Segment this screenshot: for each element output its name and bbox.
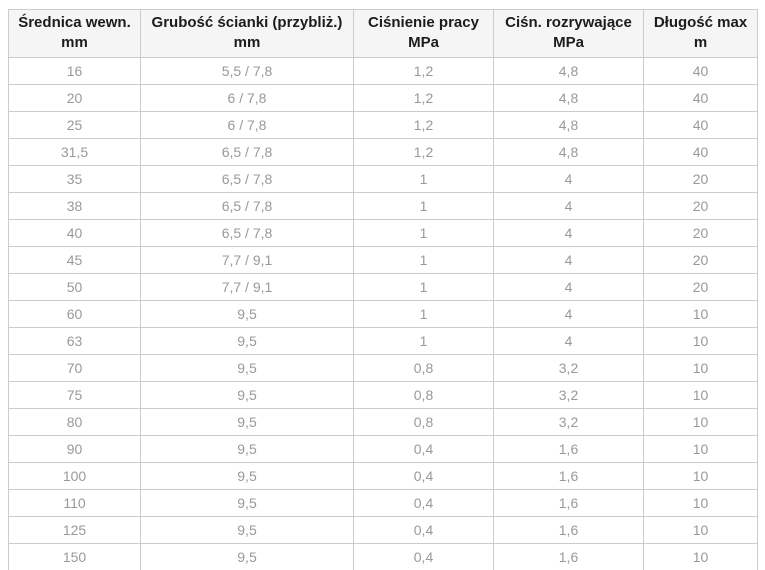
table-row <box>9 462 758 489</box>
table-cell: 6,5 / 7,8 <box>141 138 354 165</box>
table-cell: 75 <box>9 381 141 408</box>
table-cell: 10 <box>644 408 758 435</box>
table-cell: 1,6 <box>494 462 644 489</box>
table-cell: 9,5 <box>141 381 354 408</box>
col-header-label: Średnica wewn. <box>18 14 131 31</box>
col-header-label: Ciśn. rozrywające <box>505 14 632 31</box>
table-cell: 10 <box>644 543 758 570</box>
table-cell: 20 <box>644 192 758 219</box>
table-cell: 4,8 <box>494 84 644 111</box>
table-cell: 3,2 <box>494 381 644 408</box>
table-cell: 31,5 <box>9 138 141 165</box>
table-cell: 16 <box>9 57 141 84</box>
table-cell: 1,6 <box>494 435 644 462</box>
table-cell: 60 <box>9 300 141 327</box>
col-header-label: Grubość ścianki (przybliż.) <box>151 14 343 31</box>
table-cell: 100 <box>9 462 141 489</box>
table-cell: 6,5 / 7,8 <box>141 192 354 219</box>
spec-table <box>8 9 758 570</box>
table-row <box>9 327 758 354</box>
table-cell: 9,5 <box>141 300 354 327</box>
table-cell: 1 <box>354 192 494 219</box>
table-cell: 7,7 / 9,1 <box>141 246 354 273</box>
table-cell: 9,5 <box>141 435 354 462</box>
table-row <box>9 165 758 192</box>
col-header-unit: mm <box>61 34 88 52</box>
table-cell: 10 <box>644 435 758 462</box>
table-cell: 1 <box>354 219 494 246</box>
table-cell: 4 <box>494 165 644 192</box>
table-row <box>9 219 758 246</box>
table-cell: 10 <box>644 300 758 327</box>
table-cell: 0,8 <box>354 354 494 381</box>
table-cell: 9,5 <box>141 462 354 489</box>
table-cell: 4 <box>494 192 644 219</box>
col-header-unit: MPa <box>553 34 584 52</box>
table-cell: 0,8 <box>354 408 494 435</box>
col-header-label: Długość max <box>653 14 748 31</box>
table-cell: 1 <box>354 327 494 354</box>
table-cell: 0,4 <box>354 543 494 570</box>
col-header-unit: m <box>693 34 708 52</box>
table-cell: 63 <box>9 327 141 354</box>
table-row <box>9 408 758 435</box>
table-cell: 1 <box>354 165 494 192</box>
table-cell: 4 <box>494 327 644 354</box>
table-cell: 10 <box>644 354 758 381</box>
table-cell: 70 <box>9 354 141 381</box>
table-cell: 6,5 / 7,8 <box>141 165 354 192</box>
table-cell: 1 <box>354 246 494 273</box>
table-header-row <box>9 10 758 58</box>
table-cell: 9,5 <box>141 354 354 381</box>
col-header-unit: MPa <box>408 34 439 52</box>
table-cell: 1,2 <box>354 138 494 165</box>
spec-table-body <box>9 57 758 570</box>
table-cell: 0,4 <box>354 462 494 489</box>
table-cell: 10 <box>644 381 758 408</box>
table-row <box>9 381 758 408</box>
table-cell: 25 <box>9 111 141 138</box>
table-cell: 10 <box>644 516 758 543</box>
table-row <box>9 57 758 84</box>
table-cell: 4 <box>494 219 644 246</box>
table-cell: 9,5 <box>141 543 354 570</box>
col-header-burst-pressure <box>494 10 644 58</box>
col-header-wall-thickness <box>141 10 354 58</box>
table-cell: 20 <box>644 246 758 273</box>
table-cell: 4,8 <box>494 57 644 84</box>
table-cell: 9,5 <box>141 408 354 435</box>
table-cell: 1,6 <box>494 543 644 570</box>
table-row <box>9 192 758 219</box>
table-row <box>9 354 758 381</box>
col-header-working-pressure <box>354 10 494 58</box>
table-cell: 4 <box>494 300 644 327</box>
table-cell: 1 <box>354 300 494 327</box>
table-row <box>9 111 758 138</box>
table-cell: 6 / 7,8 <box>141 111 354 138</box>
table-cell: 9,5 <box>141 327 354 354</box>
table-cell: 10 <box>644 489 758 516</box>
table-cell: 50 <box>9 273 141 300</box>
table-cell: 38 <box>9 192 141 219</box>
table-cell: 80 <box>9 408 141 435</box>
table-cell: 40 <box>644 84 758 111</box>
table-cell: 4,8 <box>494 111 644 138</box>
table-cell: 1,6 <box>494 516 644 543</box>
table-cell: 1,6 <box>494 489 644 516</box>
table-cell: 10 <box>644 327 758 354</box>
table-cell: 5,5 / 7,8 <box>141 57 354 84</box>
table-cell: 35 <box>9 165 141 192</box>
table-cell: 1 <box>354 273 494 300</box>
table-cell: 40 <box>644 138 758 165</box>
table-cell: 4 <box>494 273 644 300</box>
table-cell: 9,5 <box>141 489 354 516</box>
table-cell: 6 / 7,8 <box>141 84 354 111</box>
table-cell: 7,7 / 9,1 <box>141 273 354 300</box>
table-cell: 3,2 <box>494 354 644 381</box>
col-header-unit: mm <box>233 34 261 52</box>
table-cell: 20 <box>9 84 141 111</box>
table-cell: 1,2 <box>354 57 494 84</box>
table-row <box>9 516 758 543</box>
table-cell: 3,2 <box>494 408 644 435</box>
table-cell: 0,4 <box>354 516 494 543</box>
table-cell: 150 <box>9 543 141 570</box>
table-row <box>9 84 758 111</box>
table-row <box>9 489 758 516</box>
col-header-inner-diameter <box>9 10 141 58</box>
table-cell: 90 <box>9 435 141 462</box>
table-cell: 110 <box>9 489 141 516</box>
table-row <box>9 300 758 327</box>
table-row <box>9 138 758 165</box>
table-cell: 1,2 <box>354 111 494 138</box>
table-cell: 0,4 <box>354 435 494 462</box>
table-cell: 10 <box>644 462 758 489</box>
table-cell: 40 <box>644 57 758 84</box>
table-cell: 20 <box>644 273 758 300</box>
table-cell: 40 <box>644 111 758 138</box>
table-cell: 125 <box>9 516 141 543</box>
table-cell: 40 <box>9 219 141 246</box>
table-cell: 0,8 <box>354 381 494 408</box>
table-row <box>9 273 758 300</box>
table-cell: 1,2 <box>354 84 494 111</box>
table-cell: 4,8 <box>494 138 644 165</box>
table-cell: 9,5 <box>141 516 354 543</box>
table-row <box>9 543 758 570</box>
table-row <box>9 435 758 462</box>
table-cell: 6,5 / 7,8 <box>141 219 354 246</box>
col-header-max-length <box>644 10 758 58</box>
table-cell: 4 <box>494 246 644 273</box>
table-row <box>9 246 758 273</box>
col-header-label: Ciśnienie pracy <box>368 14 479 31</box>
table-cell: 0,4 <box>354 489 494 516</box>
table-cell: 20 <box>644 165 758 192</box>
table-cell: 45 <box>9 246 141 273</box>
table-cell: 20 <box>644 219 758 246</box>
